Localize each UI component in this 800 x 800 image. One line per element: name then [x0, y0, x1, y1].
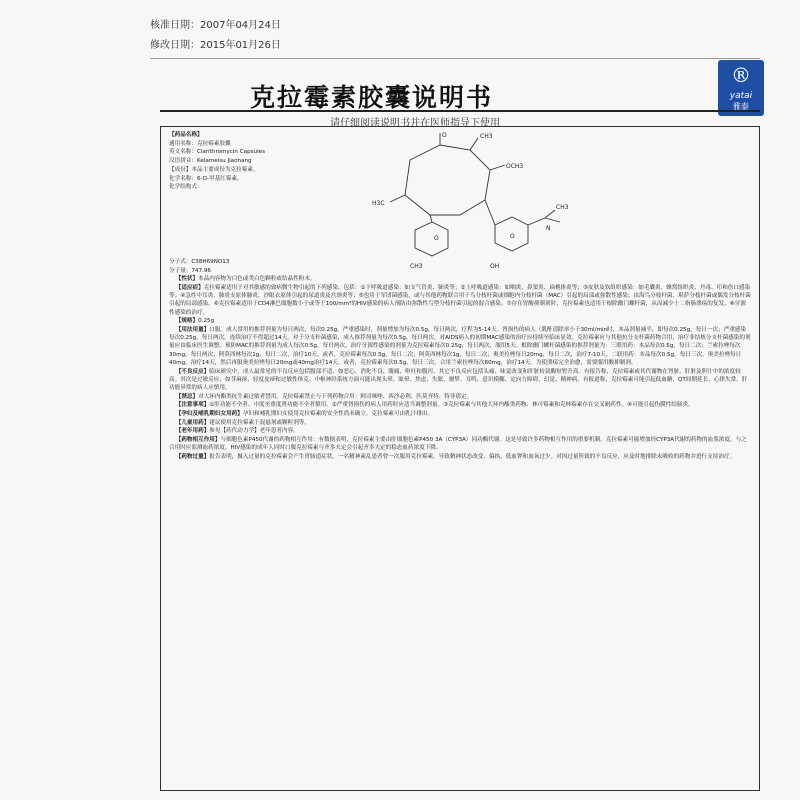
top-rule [150, 58, 760, 59]
section-text: 建议使用克拉霉素干混悬剂或颗粒剂等。 [209, 419, 310, 426]
english-name: 英文名称：Clarithromycin Capsules [169, 149, 266, 156]
drug-name-heading: 【药品名称】 [169, 132, 203, 138]
section-text: 克拉霉素适用于对其敏感的致病微生物引起的下列感染，包括：①下呼吸道感染：如支气管炎、肺炎等；②上呼吸道感染：如咽炎、鼻窦炎、扁桃体炎等；③皮肤及软组织感染：如毛囊炎、蜂窝组织炎、丹毒、疖和伤口感染等；④急性中耳炎、肺炎支原体肺炎、沙眼衣原体引起的尿道炎及宫颈炎等；⑤也用于军团菌感染，或与其他药物联合用于鸟分枝杆菌或细胞内分枝杆菌（MAC）引起的局部或弥散性感染；由海鸟分枝杆菌、堪萨分枝杆菌或偶发分枝杆菌引起的局部感染。⑥克拉霉素适用于CD4淋巴细胞数小于或等于100/mm³的HIV感染的病人预防由弥散性鸟型分枝杆菌引起的混合感染。⑦存在胃酸抑制剂时，克拉霉素也适用于根除幽门螺杆菌，从而减少十二指肠溃疡的复发。⑧牙源性感染的治疗。 [169, 285, 751, 316]
logo-text-cn: 雅泰 [733, 102, 749, 111]
brand-logo [718, 60, 764, 116]
section-text: 对大环内酯类抗生素过敏者禁用。克拉霉素禁止与下列药物合用：阿司咪唑、西沙必利、匹莫齐特、特非那定。 [198, 393, 473, 400]
svg-text:CH3: CH3 [556, 204, 569, 211]
svg-text:CH3: CH3 [410, 263, 423, 270]
section-heading: 【适应症】 [175, 285, 204, 292]
section-heading: 【不良反应】 [175, 368, 210, 375]
section-7 [169, 410, 751, 418]
svg-text:CH3: CH3 [480, 133, 493, 140]
svg-text:O: O [442, 132, 447, 139]
section-heading: 【药物过量】 [175, 454, 210, 461]
svg-text:H3C: H3C [372, 200, 385, 207]
composition-heading: 【成份】本品主要成份为克拉霉素。 [169, 166, 259, 173]
section-heading: 【禁忌】 [175, 393, 199, 400]
chemical-structure-diagram [370, 130, 570, 280]
date-block [150, 16, 281, 56]
section-heading: 【老年用药】 [175, 428, 210, 435]
section-3 [169, 326, 751, 367]
svg-text:N: N [546, 225, 551, 232]
molecular-formula: 分子式：C38H69NO13 [169, 258, 230, 265]
section-text: 参见【药代动力学】老年患者内容。 [209, 428, 299, 435]
section-text: 报告表明，摄入过量的克拉霉素会产生胃肠道症状。一名精神紊乱患者曾一次服用克拉霉素，导致精神状态改变、偏执、低血钾和血氧过少。对因过量所致的不良反应，应及时地排除未吸收的药物并进行支持治疗。 [209, 454, 736, 461]
section-4 [169, 368, 751, 393]
logo-text-en: yatai [729, 91, 753, 101]
section-5 [169, 393, 751, 401]
sections-list [169, 275, 751, 461]
revise-date: 修改日期：2015年01月26日 [150, 40, 281, 51]
svg-text:OH: OH [490, 263, 500, 270]
section-9 [169, 427, 751, 435]
section-text: 0.25g [198, 318, 215, 325]
section-2 [169, 317, 751, 325]
chemical-name: 化学名称：6-O-甲基红霉素。 [169, 175, 243, 182]
section-heading: 【注意事项】 [175, 402, 210, 409]
section-heading: 【药物相互作用】 [175, 437, 221, 444]
registered-mark-icon: ® [731, 63, 751, 87]
section-10 [169, 436, 751, 452]
section-heading: 【规格】 [175, 318, 199, 325]
section-heading: 【孕妇及哺乳期妇女用药】 [175, 411, 243, 418]
generic-name: 通用名称：克拉霉素胶囊 [169, 140, 231, 147]
section-text: 口服。成人常用的推荐剂量为每日两次，每次0.25g，严重感染时，剂量增加为每次0.5g，每日两次，疗程为5-14天。肾损伤的病人（肌酐清除率小于30ml/min时，本品剂量减半，即每次0.25g，每日一次；严重感染每次0.25g，每日两次，连续治疗不得超过14天。对于分支杆菌感染，成人推荐剂量为每次0.5g，每日两次。对AIDS病人的初期MAC感染的治疗应持续至临床显效。克拉霉素应与其他抗分支杆菌药物合用，治疗非结核分支杆菌感染的剂量应由临床医生调整。预防MAC的推荐剂量为成人每次0.5g，每日两次。治疗牙源性感染的剂量为克拉霉素每次0.25g，每日两次，服用5天。根除幽门螺杆菌感染的推荐剂量为：三联用药：本品每次0.5g，每日二次；兰索拉唑每次30mg，每日两次；阿莫西林每次1g，每日二次，治疗10天。或者，克拉霉素每次0.5g，每日二次；阿莫西林每次1g，每日二次；奥美拉唑每日20mg，每日二次，治疗7-10天。二联用药：本品每次0.5g，每日三次，奥美拉唑每日40mg，治疗14天，然后再服奥美拉唑每日20mg或40mg治疗14天。或者，克拉霉素每次0.5g，每日三次，合用兰索拉唑每次60mg，治疗14天。为使溃疡完全治愈，需要服用酸抑制剂。 [169, 327, 751, 366]
section-text: 本品内容物为白色或类白色颗粒或结晶性粉末。 [198, 276, 316, 283]
section-6 [169, 401, 751, 409]
section-11 [169, 453, 751, 461]
molecular-weight: 分子量：747.96 [169, 267, 211, 274]
section-text: ①肝功能不全者、中度至重度肾功能不全者慎用。②严重肾损伤的病人用药时应适当调整剂量。③克拉霉素与其他大环内酯类药物、林可霉素和克林霉素存在交叉耐药性。④可能引起伪膜性结肠炎。 [209, 402, 694, 409]
usage-notice: 请仔细阅读说明书并在医师指导下使用 [330, 118, 500, 129]
section-heading: 【性状】 [175, 276, 199, 283]
pinyin-name: 汉语拼音：Kelameisu Jiaonang [169, 158, 252, 165]
document-title: 克拉霉素胶囊说明书 [250, 83, 494, 112]
section-text: 与细胞色素P450代谢的药物相互作用：有数据表明，克拉霉素主要由肝细胞色素P450 3A（CYP3A）同功酶代谢。这是导致许多药物相互作用的重要机制。克拉霉素可能增加经CYP3A代谢的药物的血浆浓度，与之合用时应监测血药浓度。HIV感染的成年人同时口服克拉霉素与齐多夫定会引起齐多夫定的稳态血药浓度下降。 [169, 437, 747, 452]
structure-label: 化学结构式： [169, 184, 203, 191]
title-rule [160, 110, 760, 112]
svg-text:OCH3: OCH3 [506, 163, 524, 170]
section-1 [169, 284, 751, 317]
svg-text:O: O [510, 233, 515, 240]
svg-text:O: O [434, 235, 439, 242]
section-text: 临床研究中，成人最常见的不良反应包括腹部不适、如恶心、消化不良、腹痛、呕吐和腹泻。其它不良反应包括头痛、味觉改变和肝脏转氨酶短暂升高。有报告称，克拉霉素或其代谢物在肾脏、肝脏及胆汁中的浓度较高。其次是过敏反应，如荨麻疹、轻度皮疹和过敏性休克。中枢神经系统方面可能出现头晕、眩晕、焦虑、失眠、噩梦、耳鸣、意识模糊、定向力障碍、幻觉、精神病。有报道称，克拉霉素可能引起低血糖、QT间期延长、心律失常。肝功能异常的病人应慎用。 [169, 368, 748, 391]
section-heading: 【儿童用药】 [175, 419, 210, 426]
section-8 [169, 419, 751, 427]
section-heading: 【用法用量】 [175, 327, 210, 334]
approve-date: 核准日期：2007年04月24日 [150, 20, 281, 31]
section-text: 孕妇和哺乳期妇女使用克拉霉素的安全性尚未确立。克拉霉素可由乳汁排出。 [242, 411, 434, 418]
